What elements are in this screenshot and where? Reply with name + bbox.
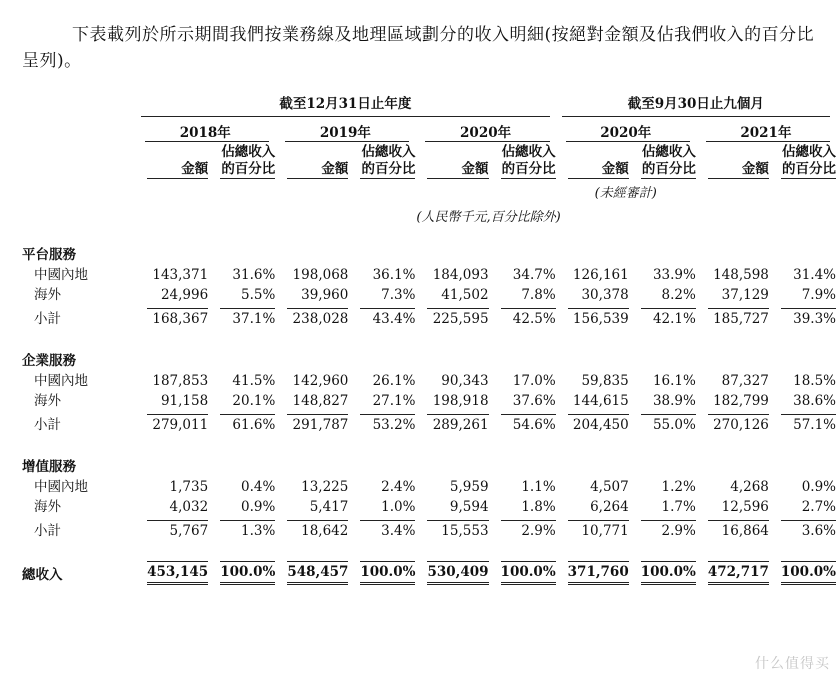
period-nine-month-header: 截至9月30日止九個月 <box>556 92 836 120</box>
amount-cell: 472,717 <box>696 561 769 588</box>
percent-cell: 31.4% <box>793 267 836 283</box>
percent-cell: 100.0% <box>629 561 696 588</box>
amount-column-header: 金額 <box>135 144 208 181</box>
percent-cell: 2.9% <box>489 515 556 539</box>
amount-cell: 142,960 <box>292 373 349 389</box>
percent-cell: 1.1% <box>521 479 556 495</box>
percent-cell: 39.3% <box>769 303 836 327</box>
total-label: 總收入 <box>22 567 63 583</box>
period-header-row <box>22 92 836 120</box>
percent-cell: 42.5% <box>489 303 556 327</box>
percent-cell: 53.2% <box>348 409 415 433</box>
amount-cell: 10,771 <box>556 515 629 539</box>
percent-column-header: 佔總收入 的百分比 <box>782 144 836 177</box>
subtotal-label: 小計 <box>34 523 61 539</box>
percent-cell: 38.6% <box>793 393 836 409</box>
table-row <box>22 475 836 495</box>
percent-cell: 8.2% <box>661 287 696 303</box>
percent-cell: 54.6% <box>489 409 556 433</box>
amount-cell: 144,615 <box>572 393 629 409</box>
amount-cell: 4,507 <box>590 479 629 495</box>
amount-cell: 30,378 <box>581 287 629 303</box>
amount-cell: 59,835 <box>581 373 629 389</box>
percent-cell: 100.0% <box>489 561 556 588</box>
amount-cell: 16,864 <box>696 515 769 539</box>
revenue-breakdown-table <box>22 92 836 588</box>
unit-note-row <box>22 201 836 225</box>
section-header-row <box>22 349 836 369</box>
subtotal-label: 小計 <box>34 311 61 327</box>
percent-cell: 37.1% <box>208 303 275 327</box>
percent-cell: 27.1% <box>372 393 416 409</box>
percent-column-header: 佔總收入 的百分比 <box>361 144 416 177</box>
year-header-2021-nine-month: 2021年 <box>696 120 836 144</box>
percent-cell: 2.9% <box>629 515 696 539</box>
amount-cell: 39,960 <box>301 287 349 303</box>
amount-cell: 168,367 <box>135 303 208 327</box>
table-row <box>22 495 836 515</box>
percent-cell: 34.7% <box>512 267 556 283</box>
amount-cell: 5,767 <box>135 515 208 539</box>
amount-cell: 4,268 <box>730 479 769 495</box>
table-row <box>22 263 836 283</box>
subtotal-row <box>22 409 836 433</box>
table-row <box>22 369 836 389</box>
amount-cell: 91,158 <box>160 393 209 409</box>
row-label: 海外 <box>34 287 61 303</box>
percent-cell: 57.1% <box>769 409 836 433</box>
amount-cell: 6,264 <box>590 499 629 515</box>
amount-cell: 5,417 <box>309 499 349 515</box>
section-title: 企業服務 <box>22 353 76 369</box>
amount-cell: 225,595 <box>415 303 488 327</box>
amount-cell: 530,409 <box>415 561 488 588</box>
year-header-2020-nine-month: 2020年 <box>556 120 696 144</box>
table-row <box>22 283 836 303</box>
amount-cell: 182,799 <box>713 393 769 409</box>
percent-column-header: 佔總收入 的百分比 <box>501 144 556 177</box>
amount-cell: 184,093 <box>432 267 489 283</box>
percent-cell: 0.4% <box>241 479 276 495</box>
section-header-row <box>22 455 836 475</box>
amount-cell: 371,760 <box>556 561 629 588</box>
percent-cell: 100.0% <box>208 561 275 588</box>
percent-cell: 55.0% <box>629 409 696 433</box>
amount-cell: 18,642 <box>275 515 348 539</box>
percent-cell: 100.0% <box>769 561 836 588</box>
section-title: 增值服務 <box>22 459 76 475</box>
table-row <box>22 389 836 409</box>
amount-cell: 5,959 <box>449 479 489 495</box>
amount-cell: 453,145 <box>135 561 208 588</box>
column-header-row <box>22 144 836 181</box>
amount-cell: 126,161 <box>572 267 629 283</box>
watermark-logo: 什么值得买 <box>755 656 830 672</box>
unaudited-row <box>22 181 836 201</box>
amount-column-header: 金額 <box>415 144 488 181</box>
percent-cell: 7.9% <box>801 287 836 303</box>
total-row <box>22 561 836 588</box>
percent-column-header: 佔總收入 的百分比 <box>221 144 276 177</box>
percent-cell: 1.2% <box>661 479 696 495</box>
amount-cell: 198,068 <box>292 267 349 283</box>
unaudited-note: (未經審計) <box>594 186 657 201</box>
percent-cell: 20.1% <box>232 393 276 409</box>
amount-cell: 41,502 <box>441 287 489 303</box>
subtotal-row <box>22 515 836 539</box>
percent-cell: 36.1% <box>372 267 416 283</box>
row-label: 中國內地 <box>34 373 88 389</box>
amount-cell: 148,598 <box>713 267 769 283</box>
amount-cell: 4,032 <box>169 499 209 515</box>
percent-cell: 3.6% <box>769 515 836 539</box>
percent-cell: 0.9% <box>241 499 276 515</box>
amount-cell: 9,594 <box>449 499 489 515</box>
amount-cell: 156,539 <box>556 303 629 327</box>
amount-column-header: 金額 <box>556 144 629 181</box>
amount-cell: 13,225 <box>301 479 349 495</box>
year-header-2019: 2019年 <box>275 120 415 144</box>
amount-cell: 198,918 <box>432 393 489 409</box>
percent-cell: 1.7% <box>661 499 696 515</box>
percent-cell: 2.7% <box>801 499 836 515</box>
amount-cell: 12,596 <box>721 499 769 515</box>
amount-cell: 1,735 <box>169 479 209 495</box>
amount-cell: 187,853 <box>152 373 209 389</box>
amount-cell: 238,028 <box>275 303 348 327</box>
percent-cell: 18.5% <box>793 373 836 389</box>
amount-cell: 291,787 <box>275 409 348 433</box>
year-header-2020: 2020年 <box>415 120 555 144</box>
amount-cell: 90,343 <box>441 373 489 389</box>
percent-column-header: 佔總收入 的百分比 <box>641 144 696 177</box>
percent-cell: 17.0% <box>512 373 556 389</box>
year-header-2018: 2018年 <box>135 120 275 144</box>
unit-note: (人民幣千元,百分比除外) <box>416 210 561 225</box>
spacer-row <box>22 327 836 349</box>
amount-cell: 24,996 <box>160 287 209 303</box>
intro-paragraph: 下表載列於所示期間我們按業務線及地理區域劃分的收入明細(按絕對金額及佔我們收入的百分比呈列)。 <box>22 25 815 71</box>
amount-cell: 279,011 <box>135 409 208 433</box>
amount-column-header: 金額 <box>275 144 348 181</box>
percent-cell: 38.9% <box>652 393 696 409</box>
year-header-row <box>22 120 836 144</box>
spacer-row <box>22 225 836 243</box>
percent-cell: 7.3% <box>381 287 416 303</box>
period-annual-header: 截至12月31日止年度 <box>135 92 556 120</box>
subtotal-label: 小計 <box>34 417 61 433</box>
amount-cell: 548,457 <box>275 561 348 588</box>
section-header-row <box>22 243 836 263</box>
subtotal-row <box>22 303 836 327</box>
row-label: 中國內地 <box>34 479 88 495</box>
percent-cell: 26.1% <box>372 373 416 389</box>
percent-cell: 16.1% <box>652 373 696 389</box>
amount-column-header: 金額 <box>696 144 769 181</box>
percent-cell: 0.9% <box>801 479 836 495</box>
amount-cell: 87,327 <box>721 373 769 389</box>
spacer-row <box>22 433 836 455</box>
percent-cell: 3.4% <box>348 515 415 539</box>
amount-cell: 270,126 <box>696 409 769 433</box>
row-label: 海外 <box>34 499 61 515</box>
percent-cell: 2.4% <box>381 479 416 495</box>
amount-cell: 185,727 <box>696 303 769 327</box>
percent-cell: 43.4% <box>348 303 415 327</box>
percent-cell: 1.0% <box>381 499 416 515</box>
percent-cell: 61.6% <box>208 409 275 433</box>
percent-cell: 100.0% <box>348 561 415 588</box>
row-label: 海外 <box>34 393 61 409</box>
percent-cell: 33.9% <box>652 267 696 283</box>
percent-cell: 31.6% <box>232 267 276 283</box>
amount-cell: 143,371 <box>152 267 209 283</box>
amount-cell: 37,129 <box>721 287 769 303</box>
percent-cell: 1.3% <box>208 515 275 539</box>
percent-cell: 37.6% <box>512 393 556 409</box>
amount-cell: 289,261 <box>415 409 488 433</box>
percent-cell: 7.8% <box>521 287 556 303</box>
amount-cell: 204,450 <box>556 409 629 433</box>
percent-cell: 42.1% <box>629 303 696 327</box>
percent-cell: 41.5% <box>232 373 276 389</box>
row-label: 中國內地 <box>34 267 88 283</box>
amount-cell: 148,827 <box>292 393 349 409</box>
percent-cell: 1.8% <box>521 499 556 515</box>
spacer-row <box>22 539 836 561</box>
section-title: 平台服務 <box>22 247 76 263</box>
amount-cell: 15,553 <box>415 515 488 539</box>
percent-cell: 5.5% <box>241 287 276 303</box>
